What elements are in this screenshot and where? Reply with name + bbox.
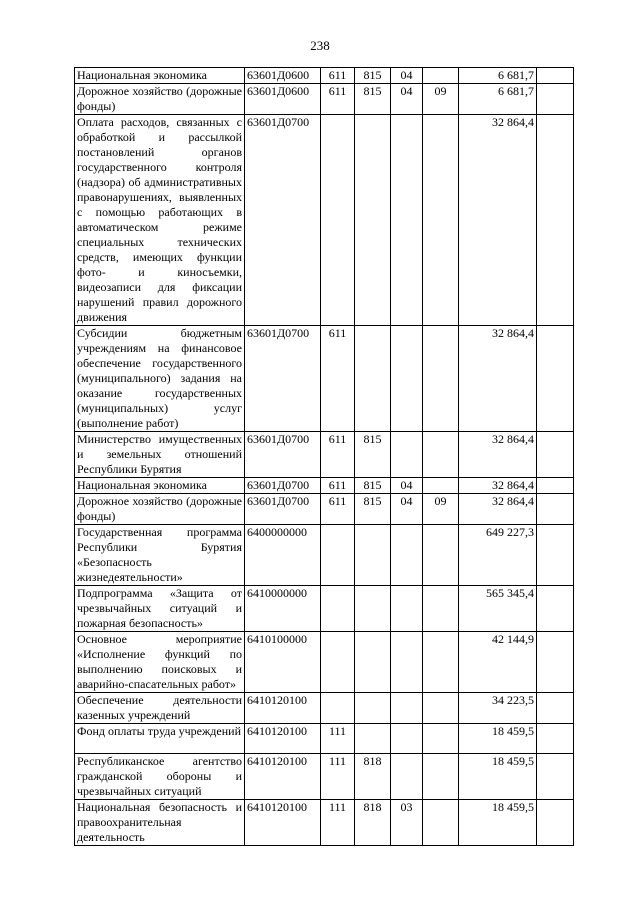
table-row [75, 432, 574, 478]
row-admin-code [355, 326, 391, 432]
row-code: 63601Д0600 [245, 68, 321, 84]
row-subsection [423, 525, 459, 586]
row-expense-type: 611 [321, 68, 355, 84]
row-subsection [423, 115, 459, 326]
row-extra [537, 800, 574, 846]
table-row [75, 800, 574, 846]
row-admin-code [355, 586, 391, 632]
row-code: 63601Д0700 [245, 432, 321, 478]
row-code: 63601Д0700 [245, 478, 321, 494]
row-expense-type [321, 632, 355, 693]
table-row [75, 525, 574, 586]
row-extra [537, 494, 574, 525]
table-row [75, 494, 574, 525]
row-subsection [423, 586, 459, 632]
row-extra [537, 84, 574, 115]
row-extra [537, 326, 574, 432]
budget-table [74, 67, 574, 846]
row-amount: 42 144,9 [459, 632, 537, 693]
row-expense-type: 111 [321, 754, 355, 800]
row-section [391, 724, 423, 754]
row-expense-type [321, 586, 355, 632]
row-name: Национальная экономика [75, 68, 245, 84]
table-row [75, 68, 574, 84]
row-section: 03 [391, 800, 423, 846]
row-code: 6400000000 [245, 525, 321, 586]
row-name: Государственная программа Республики Бурятия «Безопасность жизнедеятельности» [75, 525, 245, 586]
row-section [391, 326, 423, 432]
row-extra [537, 115, 574, 326]
row-expense-type [321, 693, 355, 724]
row-expense-type: 111 [321, 800, 355, 846]
row-extra [537, 525, 574, 586]
row-name: Основное мероприятие «Исполнение функций по выполнению поисковых и аварийно-спасательных работ» [75, 632, 245, 693]
row-code: 63601Д0700 [245, 326, 321, 432]
row-expense-type: 611 [321, 432, 355, 478]
row-extra [537, 754, 574, 800]
row-section [391, 586, 423, 632]
row-admin-code: 818 [355, 800, 391, 846]
row-section: 04 [391, 68, 423, 84]
row-extra [537, 68, 574, 84]
row-expense-type [321, 115, 355, 326]
row-name: Национальная безопасность и правоохранительная деятельность [75, 800, 245, 846]
row-expense-type: 111 [321, 724, 355, 754]
row-admin-code [355, 693, 391, 724]
row-admin-code: 815 [355, 478, 391, 494]
table-row [75, 84, 574, 115]
row-code: 6410120100 [245, 754, 321, 800]
row-amount: 6 681,7 [459, 68, 537, 84]
row-code: 6410100000 [245, 632, 321, 693]
row-amount: 18 459,5 [459, 800, 537, 846]
table-row [75, 115, 574, 326]
row-amount: 32 864,4 [459, 326, 537, 432]
row-code: 63601Д0700 [245, 115, 321, 326]
row-expense-type [321, 525, 355, 586]
row-admin-code: 815 [355, 84, 391, 115]
row-section [391, 632, 423, 693]
row-name: Дорожное хозяйство (дорожные фонды) [75, 494, 245, 525]
row-section: 04 [391, 478, 423, 494]
row-amount: 32 864,4 [459, 432, 537, 478]
row-expense-type: 611 [321, 326, 355, 432]
table-row [75, 724, 574, 754]
table-row [75, 693, 574, 724]
row-name: Подпрограмма «Защита от чрезвычайных ситуаций и пожарная безопасность» [75, 586, 245, 632]
row-section: 04 [391, 84, 423, 115]
row-name: Дорожное хозяйство (дорожные фонды) [75, 84, 245, 115]
row-amount: 565 345,4 [459, 586, 537, 632]
row-section [391, 754, 423, 800]
row-amount: 34 223,5 [459, 693, 537, 724]
row-extra [537, 478, 574, 494]
row-name: Обеспечение деятельности казенных учреждений [75, 693, 245, 724]
table-row [75, 326, 574, 432]
page-number: 238 [310, 38, 330, 53]
row-extra [537, 432, 574, 478]
row-subsection [423, 68, 459, 84]
row-extra [537, 632, 574, 693]
row-name: Субсидии бюджетным учреждениям на финансовое обеспечение государственного (муниципального) задания на оказание государственных (муниципальных) услуг (выполнение работ) [75, 326, 245, 432]
row-subsection [423, 632, 459, 693]
row-subsection: 09 [423, 84, 459, 115]
row-name: Оплата расходов, связанных с обработкой и рассылкой постановлений органов государственного контроля (надзора) об административных правонарушениях, выявленных с помощью работающих в автоматическом режиме специальных технических средств, имеющих функции фото- и киносъемки, видеозаписи для фиксации нарушений правил дорожного движения [75, 115, 245, 326]
row-section [391, 432, 423, 478]
row-subsection [423, 478, 459, 494]
row-expense-type: 611 [321, 478, 355, 494]
table-row [75, 478, 574, 494]
row-code: 6410120100 [245, 800, 321, 846]
row-admin-code [355, 115, 391, 326]
row-subsection [423, 432, 459, 478]
row-code: 63601Д0700 [245, 494, 321, 525]
row-amount: 18 459,5 [459, 754, 537, 800]
row-admin-code: 815 [355, 68, 391, 84]
row-code: 6410120100 [245, 724, 321, 754]
table-row [75, 632, 574, 693]
row-subsection [423, 800, 459, 846]
row-amount: 18 459,5 [459, 724, 537, 754]
row-admin-code [355, 632, 391, 693]
row-code: 6410120100 [245, 693, 321, 724]
row-amount: 32 864,4 [459, 115, 537, 326]
row-extra [537, 586, 574, 632]
row-subsection [423, 724, 459, 754]
row-subsection [423, 326, 459, 432]
row-amount: 32 864,4 [459, 478, 537, 494]
row-section [391, 525, 423, 586]
row-name: Республиканское агентство гражданской обороны и чрезвычайных ситуаций [75, 754, 245, 800]
row-amount: 6 681,7 [459, 84, 537, 115]
row-extra [537, 724, 574, 754]
row-subsection [423, 693, 459, 724]
row-expense-type: 611 [321, 494, 355, 525]
row-admin-code: 815 [355, 432, 391, 478]
table-row [75, 754, 574, 800]
row-admin-code [355, 724, 391, 754]
row-name: Национальная экономика [75, 478, 245, 494]
row-section: 04 [391, 494, 423, 525]
row-name: Министерство имущественных и земельных отношений Республики Бурятия [75, 432, 245, 478]
row-admin-code [355, 525, 391, 586]
row-name: Фонд оплаты труда учреждений [75, 724, 245, 754]
row-code: 63601Д0600 [245, 84, 321, 115]
row-subsection [423, 754, 459, 800]
row-extra [537, 693, 574, 724]
row-expense-type: 611 [321, 84, 355, 115]
row-code: 6410000000 [245, 586, 321, 632]
row-admin-code: 815 [355, 494, 391, 525]
row-subsection: 09 [423, 494, 459, 525]
row-section [391, 693, 423, 724]
row-admin-code: 818 [355, 754, 391, 800]
row-amount: 649 227,3 [459, 525, 537, 586]
table-row [75, 586, 574, 632]
row-amount: 32 864,4 [459, 494, 537, 525]
row-section [391, 115, 423, 326]
